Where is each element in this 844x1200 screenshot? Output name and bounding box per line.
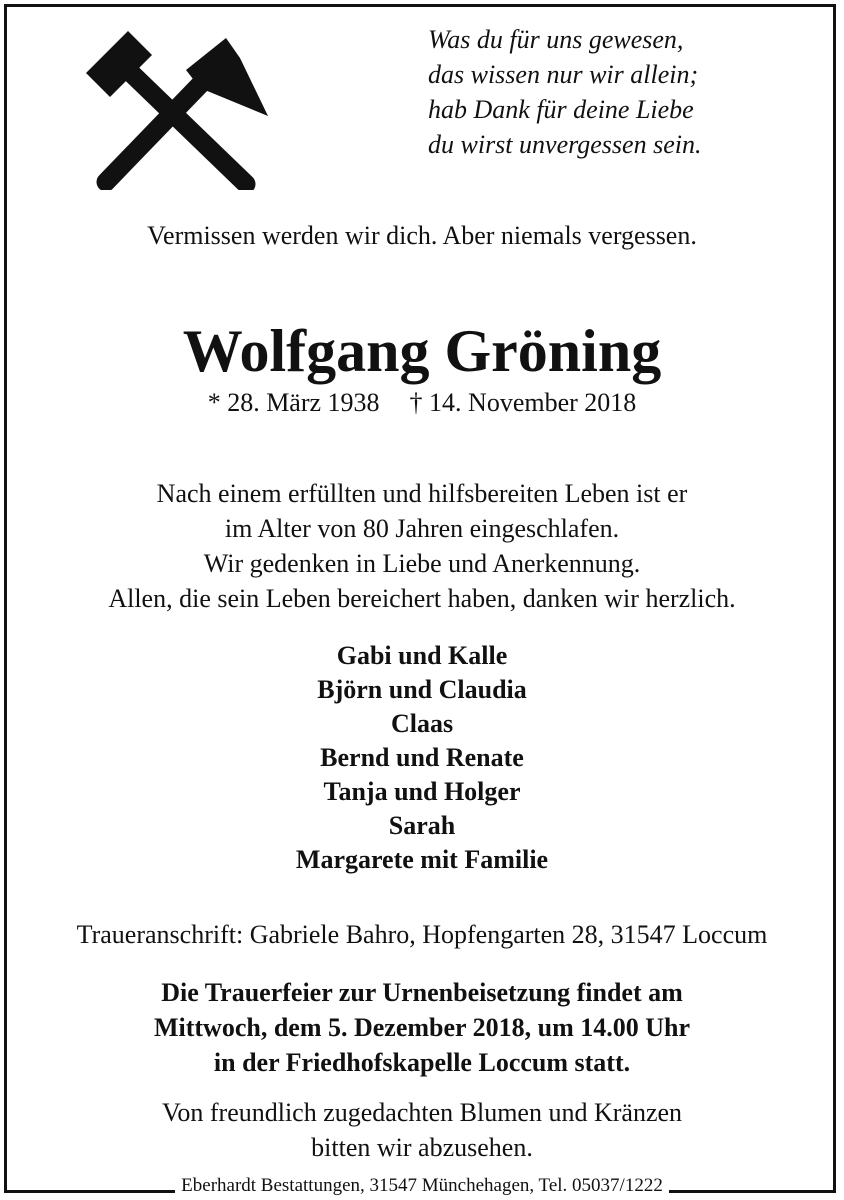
- mourner-name: Gabi und Kalle: [336, 641, 508, 670]
- message-line: Allen, die sein Leben bereichert haben, danken wir herzlich.: [108, 584, 736, 613]
- poem: [428, 22, 808, 162]
- birth-date: * 28. März 1938: [207, 388, 380, 417]
- message-line: Wir gedenken in Liebe und Anerkennung.: [203, 549, 641, 578]
- poem-line: du wirst unvergessen sein.: [428, 130, 702, 159]
- memorial-message: [0, 476, 844, 616]
- death-date: † 14. November 2018: [409, 388, 637, 417]
- flowers-note: [0, 1095, 844, 1165]
- poem-line: das wissen nur wir allein;: [428, 60, 699, 89]
- ceremony-line: Mittwoch, dem 5. Dezember 2018, um 14.00 Uhr: [153, 1013, 691, 1042]
- deceased-name: Wolfgang Gröning: [182, 318, 662, 384]
- flowers-line: Von freundlich zugedachten Blumen und Kränzen: [161, 1098, 683, 1127]
- poem-line: hab Dank für deine Liebe: [428, 95, 694, 124]
- mourner-name: Björn und Claudia: [317, 675, 527, 704]
- mourning-address: Traueranschrift: Gabriele Bahro, Hopfengarten 28, 31547 Loccum: [76, 920, 768, 949]
- motto: Vermissen werden wir dich. Aber niemals vergessen.: [147, 221, 697, 250]
- funeral-home-contact: Eberhardt Bestattungen, 31547 Münchehagen, Tel. 05037/1222: [175, 1174, 669, 1198]
- message-line: im Alter von 80 Jahren eingeschlafen.: [224, 514, 620, 543]
- mourner-name: Tanja und Holger: [323, 777, 521, 806]
- funeral-home-footer: [0, 1174, 844, 1198]
- ceremony-line: Die Trauerfeier zur Urnenbeisetzung findet am: [161, 978, 683, 1007]
- ceremony-line: in der Friedhofskapelle Loccum statt.: [213, 1048, 631, 1077]
- mourner-name: Sarah: [388, 811, 456, 840]
- hammer-and-pick-icon: [86, 30, 268, 190]
- mourner-name: Claas: [390, 709, 454, 738]
- ceremony-info: [0, 975, 844, 1080]
- message-line: Nach einem erfüllten und hilfsbereiten Leben ist er: [156, 479, 688, 508]
- mourners-list: [0, 639, 844, 877]
- mourner-name: Margarete mit Familie: [295, 845, 549, 874]
- flowers-line: bitten wir abzusehen.: [311, 1133, 533, 1162]
- mourner-name: Bernd und Renate: [320, 743, 524, 772]
- life-dates: [0, 386, 844, 420]
- poem-line: Was du für uns gewesen,: [428, 25, 684, 54]
